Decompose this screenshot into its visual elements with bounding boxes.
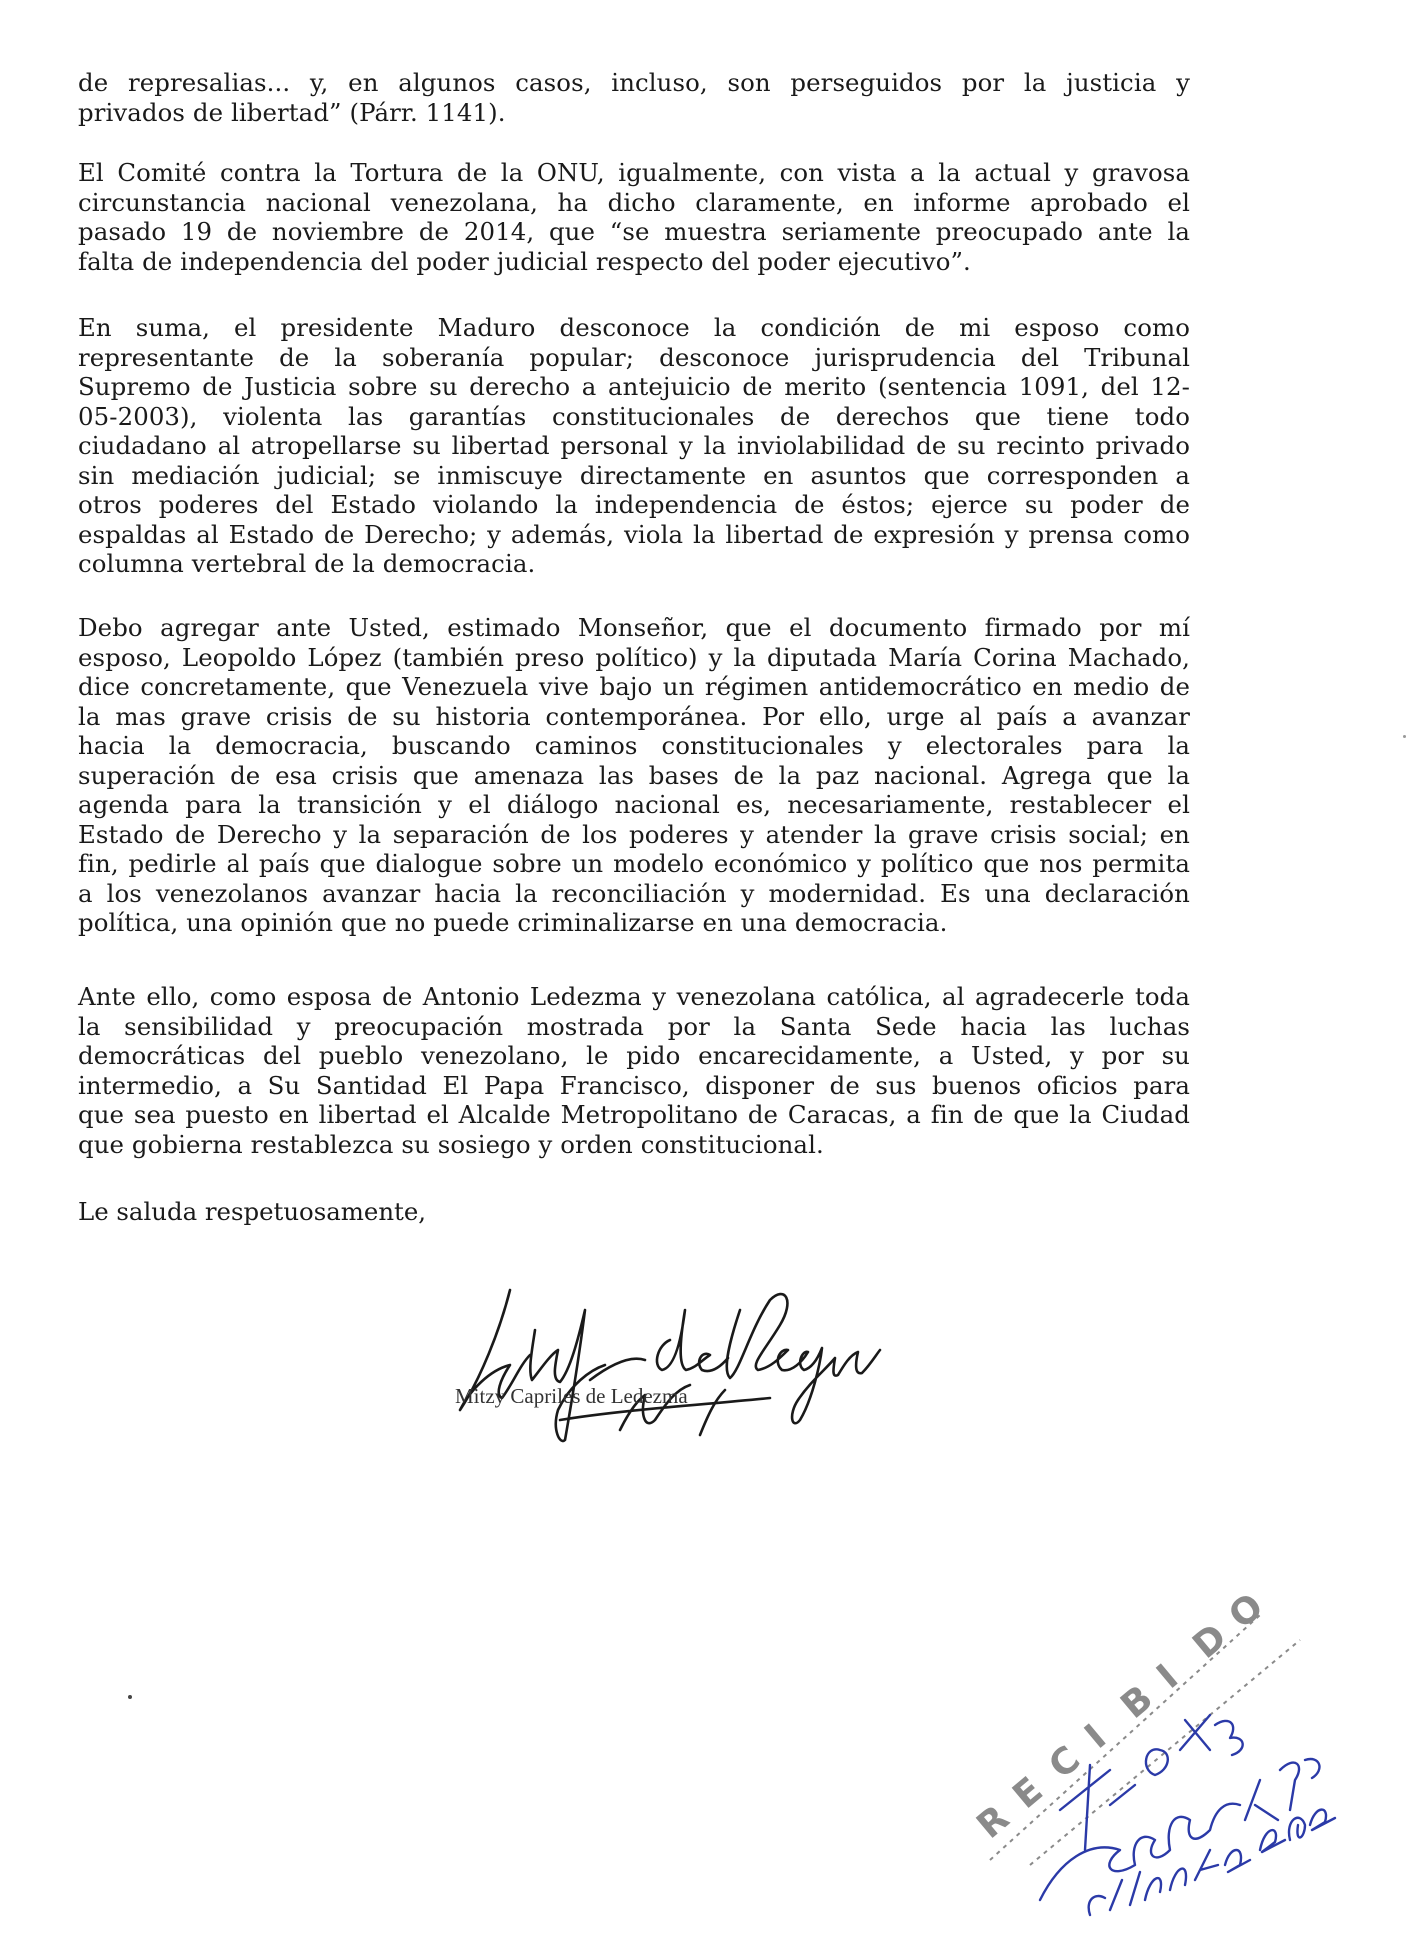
text-line: agenda para la transición y el diálogo nacional es, necesariamente, restablecer el	[78, 790, 1190, 819]
stamp-letter: I	[1077, 1716, 1115, 1757]
text-line: superación de esa crisis que amenaza las bases de la paz nacional. Agrega que la	[78, 760, 1190, 790]
text-line: Supremo de Justicia sobre su derecho a antejuicio de merito (sentencia 1091, del 12-	[78, 372, 1190, 401]
text-line: espaldas al Estado de Derecho; y además, viola la libertad de expresión y prensa como	[78, 519, 1190, 549]
paragraph	[78, 313, 1190, 579]
stamp-letter: C	[1041, 1738, 1089, 1787]
text-line: Estado de Derecho y la separación de los poderes y atender la grave crisis social; en	[78, 819, 1190, 849]
text-line: democráticas del pueblo venezolano, le pido encarecidamente, a Usted, y por su	[78, 1041, 1190, 1070]
text-line: Debo agregar ante Usted, estimado Monseñor, que el documento firmado por mí	[78, 613, 1190, 642]
text-line: intermedio, a Su Santidad El Papa Francisco, disponer de sus buenos oficios para	[78, 1070, 1190, 1100]
text-line: pasado 19 de noviembre de 2014, que “se muestra seriamente preocupado ante la	[78, 217, 1190, 246]
handwritten-signature	[440, 1270, 900, 1450]
stamp-letter: E	[1005, 1769, 1051, 1817]
text-line: ciudadano al atropellarse su libertad personal y la inviolabilidad de su recinto privado	[78, 431, 1190, 460]
paragraph	[78, 982, 1190, 1159]
scan-speck	[1403, 735, 1406, 738]
text-line: de represalias... y, en algunos casos, incluso, son perseguidos por la justicia y	[78, 68, 1190, 97]
text-line: El Comité contra la Tortura de la ONU, igualmente, con vista a la actual y gravosa	[78, 158, 1190, 187]
stamp-letter: D	[1185, 1616, 1235, 1667]
text-line: la sensibilidad y preocupación mostrada por la Santa Sede hacia las luchas	[78, 1011, 1190, 1041]
text-line: hacia la democracia, buscando caminos constitucionales y electorales para la	[78, 731, 1190, 760]
stamp-letter: O	[1221, 1585, 1272, 1637]
stamp-letter: R	[969, 1797, 1018, 1847]
closing-salutation: Le saluda respetuosamente,	[78, 1197, 427, 1226]
signatory-name: Mitzy Capriles de Ledezma	[455, 1384, 688, 1408]
text-line: Ante ello, como esposa de Antonio Ledezma y venezolana católica, al agradecerle toda	[78, 982, 1190, 1011]
text-line: esposo, Leopoldo López (también preso político) y la diputada María Corina Machado,	[78, 642, 1190, 672]
text-line: que sea puesto en libertad el Alcalde Metropolitano de Caracas, a fin de que la Ciudad	[78, 1100, 1190, 1129]
text-line: política, una opinión que no puede criminalizarse en una democracia.	[78, 908, 948, 937]
text-line: dice concretamente, que Venezuela vive bajo un régimen antidemocrático en medio de	[78, 672, 1190, 701]
text-line: fin, pedirle al país que dialogue sobre un modelo económico y político que nos permita	[78, 849, 1190, 878]
text-line: falta de independencia del poder judicial respecto del poder ejecutivo”.	[78, 246, 971, 276]
text-line: columna vertebral de la democracia.	[78, 549, 536, 578]
paragraph	[78, 613, 1190, 938]
stamp-letter: B	[1113, 1677, 1161, 1727]
text-line: circunstancia nacional venezolana, ha dicho claramente, en informe aprobado el	[78, 187, 1190, 217]
stamp-letter: I	[1149, 1656, 1187, 1697]
scan-speck	[128, 1695, 132, 1699]
text-line: sin mediación judicial; se inmiscuye directamente en asuntos que corresponden a	[78, 460, 1190, 490]
text-line: la mas grave crisis de su historia contemporánea. Por ello, urge al país a avanzar	[78, 701, 1190, 731]
text-line: 05-2003), violenta las garantías constitucionales de derechos que tiene todo	[78, 401, 1190, 431]
text-line: a los venezolanos avanzar hacia la reconciliación y modernidad. Es una declaración	[78, 878, 1190, 908]
received-stamp	[960, 1520, 1380, 1920]
paragraph	[78, 158, 1190, 276]
text-line: representante de la soberanía popular; desconoce jurisprudencia del Tribunal	[78, 342, 1190, 372]
text-line: otros poderes del Estado violando la independencia de éstos; ejerce su poder de	[78, 490, 1190, 519]
text-line: que gobierna restablezca su sosiego y orden constitucional.	[78, 1129, 824, 1159]
paragraph	[78, 68, 1190, 127]
text-line: En suma, el presidente Maduro desconoce la condición de mi esposo como	[78, 313, 1190, 342]
text-line: privados de libertad” (Párr. 1141).	[78, 97, 506, 127]
